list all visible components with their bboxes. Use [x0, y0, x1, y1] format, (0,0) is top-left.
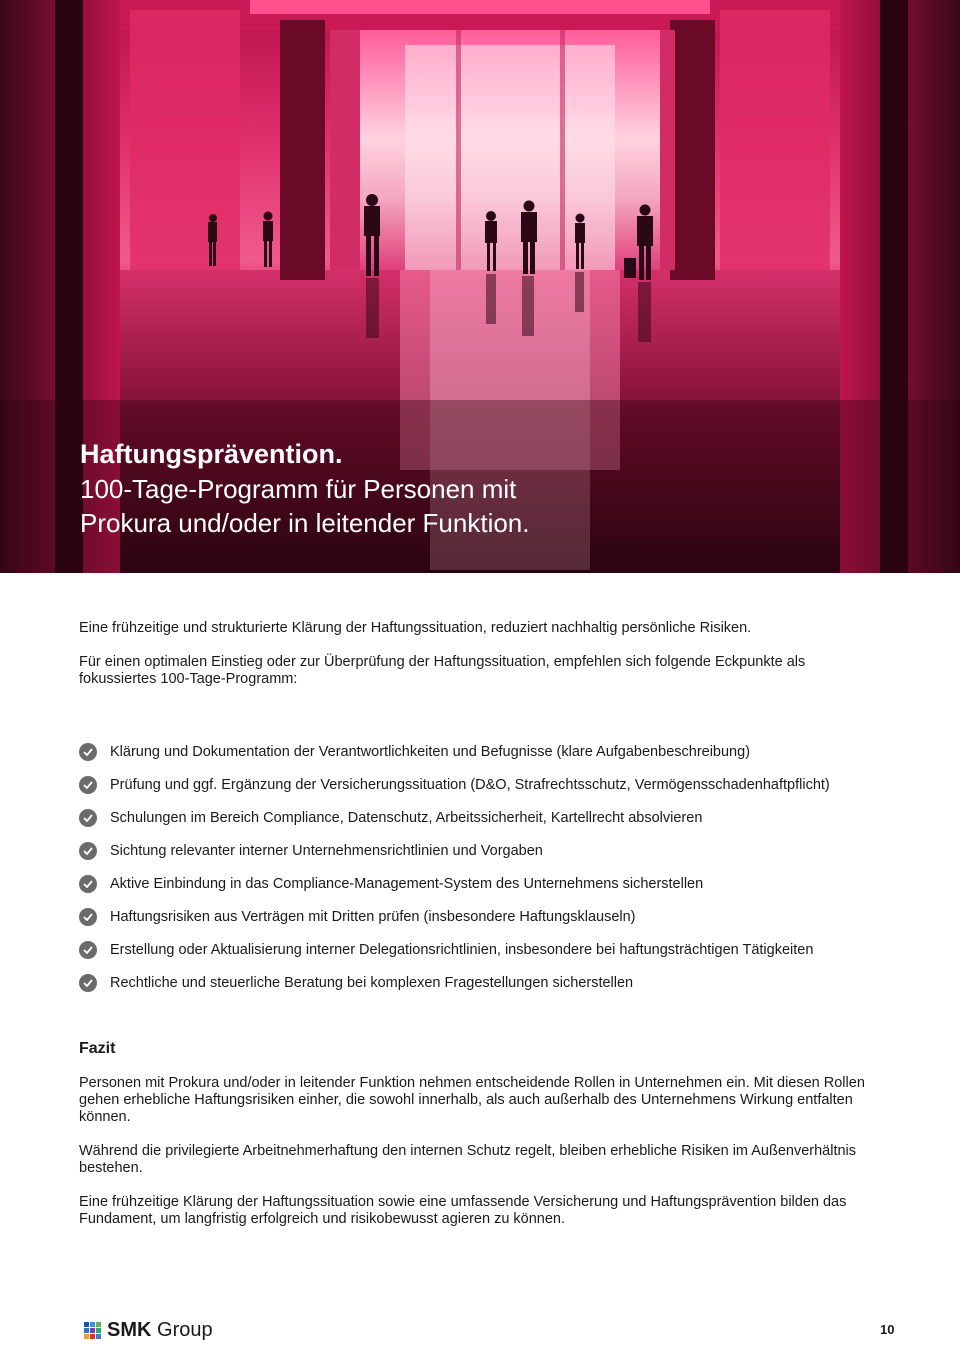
- brand-name-rest: Group: [151, 1319, 213, 1341]
- hero-title-block: [80, 436, 900, 540]
- check-circle-icon: [79, 974, 97, 992]
- checklist-item: [79, 735, 899, 768]
- logo-square: [84, 1322, 89, 1327]
- check-circle-icon: [79, 809, 97, 827]
- checklist-item-text: Rechtliche und steuerliche Beratung bei komplexen Fragestellungen sicherstellen: [110, 974, 634, 991]
- checklist-item: [79, 966, 899, 999]
- logo-square: [90, 1328, 95, 1333]
- checklist-item-text: Haftungsrisiken aus Verträgen mit Dritten prüfen (insbesondere Haftungsklauseln): [110, 908, 636, 925]
- fazit-heading: Fazit: [79, 1040, 116, 1057]
- checklist-item-text: Sichtung relevanter interner Unternehmensrichtlinien und Vorgaben: [110, 842, 543, 859]
- checklist-item-text: Aktive Einbindung in das Compliance-Management-System des Unternehmens sicherstellen: [110, 875, 704, 892]
- intro-paragraph-1: Eine frühzeitige und strukturierte Klärung der Haftungssituation, reduziert nachhaltig persönliche Risiken.: [79, 620, 752, 636]
- logo-mark-icon: [84, 1322, 101, 1339]
- checklist-item: [79, 933, 899, 966]
- checklist-item-text: Prüfung und ggf. Ergänzung der Versicherungssituation (D&O, Strafrechtsschutz, Vermögensschadenhaftpflicht): [110, 776, 830, 793]
- checklist-item-text: Klärung und Dokumentation der Verantwortlichkeiten und Befugnisse (klare Aufgabenbeschreibung): [110, 743, 751, 760]
- checklist-item: [79, 801, 899, 834]
- checklist-item: [79, 834, 899, 867]
- page-subtitle-line-2: Prokura und/oder in leitender Funktion.: [80, 508, 530, 538]
- checklist-item-text: Schulungen im Bereich Compliance, Datenschutz, Arbeitssicherheit, Kartellrecht absolvieren: [110, 809, 703, 826]
- checklist-item: [79, 867, 899, 900]
- check-circle-icon: [79, 776, 97, 794]
- logo-square: [96, 1322, 101, 1327]
- logo-square: [90, 1322, 95, 1327]
- fazit-paragraph-1: Personen mit Prokura und/oder in leitender Funktion nehmen entscheidende Rollen in Unternehmen ein. Mit diesen Rollen gehen erhebliche Haftungsrisiken einher, die sowohl innerhalb, als auch außerhalb des Unternehmens Wirkung entfalten können.: [79, 1075, 865, 1125]
- logo-square: [96, 1334, 101, 1339]
- intro-section: [79, 620, 879, 705]
- intro-paragraph-2: Für einen optimalen Einstieg oder zur Überprüfung der Haftungssituation, empfehlen sich folgende Eckpunkte als fokussiertes 100-Tage-Programm:: [79, 653, 806, 687]
- check-circle-icon: [79, 908, 97, 926]
- check-circle-icon: [79, 743, 97, 761]
- brand-name: [107, 1319, 213, 1342]
- fazit-section: [79, 1040, 889, 1245]
- logo-square: [90, 1334, 95, 1339]
- page-title: Haftungsprävention.: [80, 439, 343, 469]
- check-circle-icon: [79, 875, 97, 893]
- page-number: 10: [880, 1322, 895, 1337]
- page-subtitle-line-1: 100-Tage-Programm für Personen mit: [80, 474, 517, 504]
- fazit-paragraph-3: Eine frühzeitige Klärung der Haftungssituation sowie eine umfassende Versicherung und Haftungsprävention bilden das Fundament, um langfristig erfolgreich und risikobewusst agieren zu können.: [79, 1194, 847, 1227]
- checklist: [79, 735, 899, 999]
- hero-image: [0, 0, 960, 573]
- brand-name-bold: SMK: [107, 1319, 152, 1341]
- fazit-paragraph-2: Während die privilegierte Arbeitnehmerhaftung den internen Schutz regelt, bleiben erhebliche Risiken im Außenverhältnis bestehen.: [79, 1143, 857, 1176]
- checklist-item: [79, 768, 899, 801]
- checklist-item-text: Erstellung oder Aktualisierung interner Delegationsrichtlinien, insbesondere bei haftungsträchtigen Tätigkeiten: [110, 941, 814, 958]
- check-circle-icon: [79, 842, 97, 860]
- logo-square: [84, 1334, 89, 1339]
- logo-square: [96, 1328, 101, 1333]
- company-logo: [84, 1319, 213, 1342]
- checklist-item: [79, 900, 899, 933]
- check-circle-icon: [79, 941, 97, 959]
- logo-square: [84, 1328, 89, 1333]
